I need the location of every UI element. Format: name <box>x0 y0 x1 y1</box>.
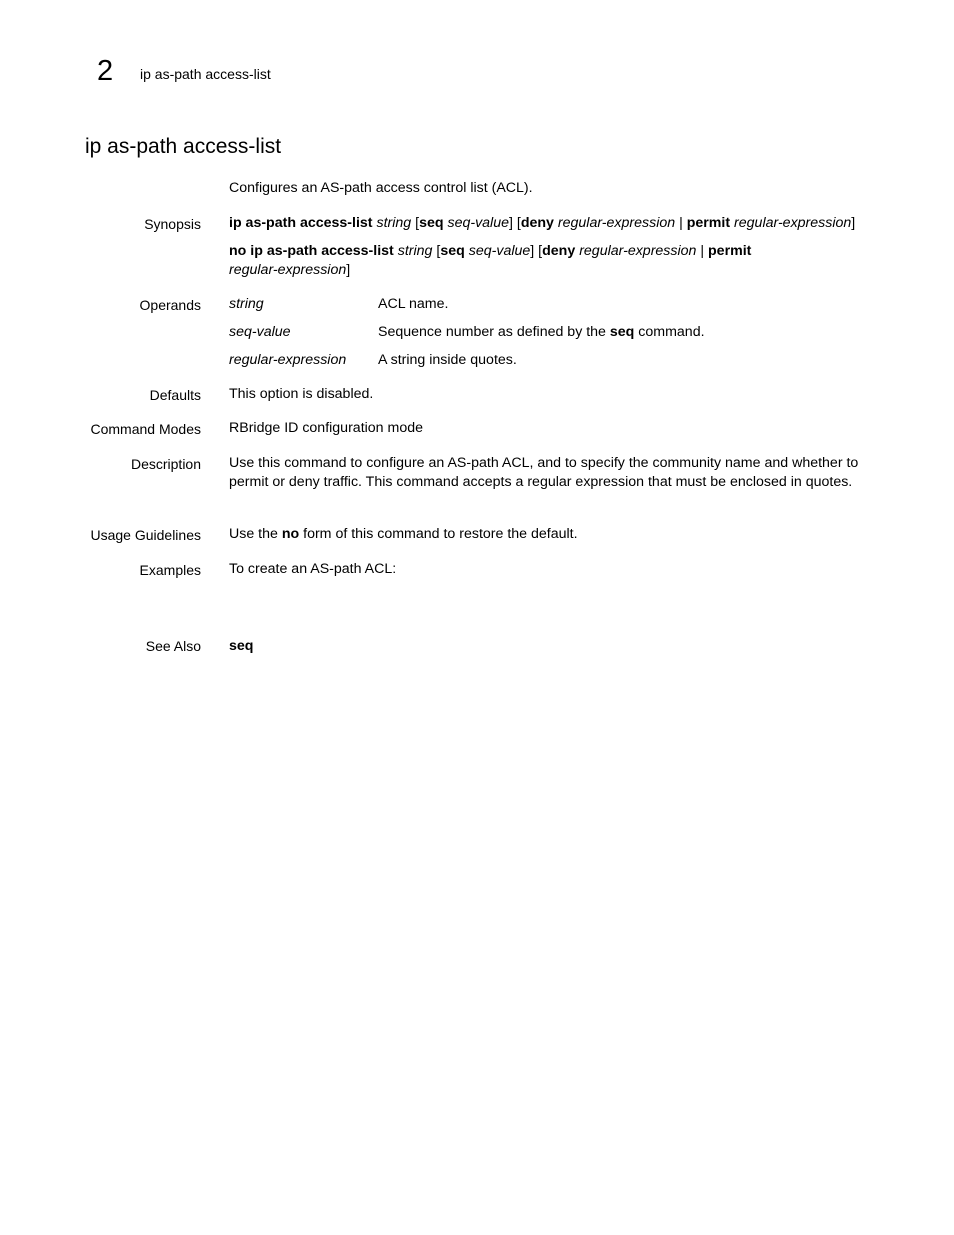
usage-keyword: no <box>281 526 300 542</box>
operand-desc: A string inside quotes. <box>378 352 517 368</box>
intro-text: Configures an AS-path access control list (ACL). <box>229 180 533 196</box>
see-also-label: See Also <box>145 638 201 654</box>
synopsis-arg-regex: regular-expression <box>557 215 676 231</box>
bracket: [ <box>432 243 441 259</box>
pipe: | <box>675 215 687 231</box>
operand-term: seq-value <box>229 324 291 340</box>
operand-term: string <box>229 296 264 312</box>
synopsis-arg-regex: regular-expression <box>734 215 852 231</box>
synopsis-kw-permit: permit <box>686 215 731 231</box>
chapter-number: 2 <box>97 55 114 87</box>
description-label: Description <box>130 456 201 472</box>
usage-text: form of this command to restore the default. <box>299 526 578 542</box>
synopsis-command: ip as-path access-list <box>229 215 373 231</box>
defaults-text: This option is disabled. <box>229 386 374 402</box>
operand-desc <box>378 323 705 342</box>
operand-desc-keyword: seq <box>609 324 635 340</box>
synopsis-arg-seq-value: seq-value <box>468 243 531 259</box>
bracket: [ <box>411 215 420 231</box>
synopsis-kw-deny: deny <box>542 243 576 259</box>
operand-term: regular-expression <box>229 352 347 368</box>
page-title: ip as-path access-list <box>85 135 282 158</box>
synopsis-arg-seq-value: seq-value <box>447 215 509 231</box>
examples-text: To create an AS-path ACL: <box>229 561 397 577</box>
examples-label: Examples <box>139 562 201 578</box>
synopsis-kw-seq: seq <box>419 215 444 231</box>
synopsis-arg-regex: regular-expression <box>229 262 347 278</box>
operand-desc-text: command. <box>634 324 705 340</box>
bracket: ] [ <box>530 243 543 259</box>
defaults-label: Defaults <box>149 387 201 403</box>
pipe: | <box>696 243 709 259</box>
synopsis-kw-seq: seq <box>440 243 465 259</box>
bracket: ] <box>346 262 351 278</box>
synopsis-arg-string: string <box>397 243 433 259</box>
running-header: ip as-path access-list <box>140 66 271 82</box>
bracket: ] [ <box>509 215 521 231</box>
synopsis-kw-permit: permit <box>708 243 752 259</box>
synopsis-arg-regex: regular-expression <box>579 243 697 259</box>
synopsis-line-1 <box>229 214 879 233</box>
operands-label: Operands <box>139 297 201 313</box>
synopsis-command: no ip as-path access-list <box>229 243 394 259</box>
synopsis-label: Synopsis <box>144 216 201 232</box>
bracket: ] <box>851 215 856 231</box>
operand-desc: ACL name. <box>378 296 449 312</box>
synopsis-line-2 <box>229 242 789 280</box>
usage-guidelines-label: Usage Guidelines <box>90 527 201 543</box>
usage-guidelines-text <box>229 525 879 544</box>
usage-text: Use the <box>229 526 282 542</box>
description-text: Use this command to configure an AS-path ACL, and to specify the community name and whether to permit or deny traffic. This command accepts a regular expression that must be enclosed in quotes. <box>229 455 859 490</box>
command-modes-text: RBridge ID configuration mode <box>229 420 423 436</box>
see-also-link[interactable]: seq <box>229 638 254 654</box>
synopsis-kw-deny: deny <box>520 215 554 231</box>
command-modes-label: Command Modes <box>90 421 201 437</box>
operand-desc-text: Sequence number as defined by the <box>378 324 610 340</box>
synopsis-arg-string: string <box>376 215 412 231</box>
